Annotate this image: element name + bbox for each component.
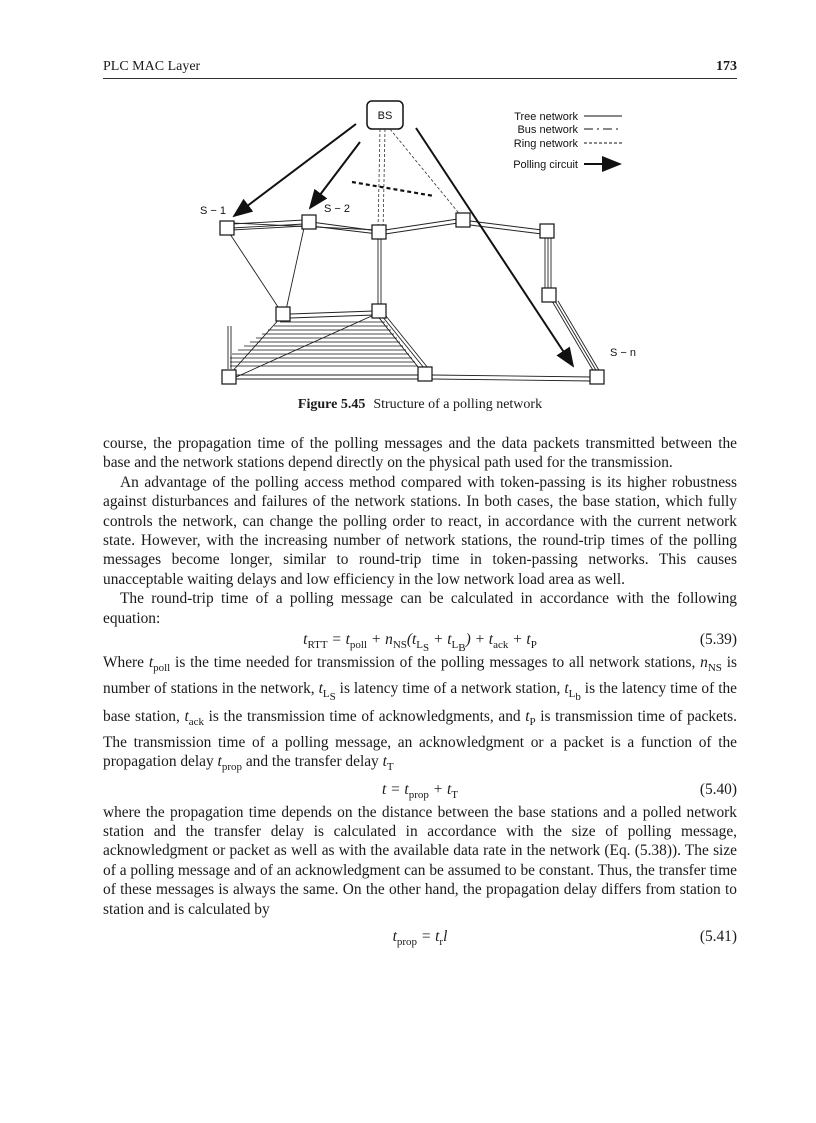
s2-label: S − 2: [324, 203, 350, 215]
station-hub-center: [372, 304, 386, 318]
equation-5-39: [103, 628, 737, 653]
station-hub-left: [276, 307, 290, 321]
legend-bus-label: Bus network: [517, 124, 578, 136]
base-station-node: [367, 101, 403, 129]
legend: [513, 111, 622, 171]
s1-label: S − 1: [200, 205, 226, 217]
station-sn: [590, 370, 604, 384]
network-diagram: [190, 96, 650, 392]
legend-tree-label: Tree network: [514, 111, 578, 123]
polling-network-figure: [190, 96, 650, 392]
station-bottom-left: [222, 370, 236, 384]
station-far-right: [540, 224, 554, 238]
body-text: [103, 434, 737, 950]
equation-5-41-number: (5.41): [699, 928, 737, 946]
legend-polling-label: Polling circuit: [513, 159, 578, 171]
paragraph-5: where the propagation time depends on the distance between the base stations and a polled network station and the transfer delay is calculated in accordance with the size of polling message, acknowledgment or packet as well as with the available data rate in the network (Eq. (5.38)). The size of a polling message and of an acknowledgment can be assumed to be constant. Thus, the transfer time of these messages is always the same. On the other hand, the propagation delay differs from station to station and is calculated by: [103, 803, 737, 918]
figure-caption-text: Structure of a polling network: [373, 397, 543, 412]
station-bottom-middle: [418, 367, 432, 381]
station-s1: [220, 221, 234, 235]
figure-caption: [103, 397, 737, 413]
station-right-lower: [542, 288, 556, 302]
equation-5-41: [103, 925, 737, 950]
paragraph-3: The round-trip time of a polling message can be calculated in accordance with the following equation:: [103, 590, 737, 627]
page-number: 173: [716, 59, 737, 74]
page-header: [103, 58, 737, 79]
equation-5-40-expression: $t = t_{prop} + t_T$: [382, 780, 458, 801]
sn-label: S − n: [610, 347, 636, 359]
station-s2: [302, 215, 316, 229]
ring-network-lines: [378, 129, 462, 232]
station-center: [372, 225, 386, 239]
equation-5-39-number: (5.39): [699, 631, 737, 649]
figure-number: Figure 5.45: [297, 397, 366, 412]
equation-5-40: [103, 778, 737, 803]
paragraph-2: An advantage of the polling access method compared with token-passing is its higher robustness against disturbances and failures of the network stations. In both cases, the base station, which fully controls the network, can change the polling order to react, in accordance with the current network state. However, with the increasing number of network stations, the round-trip times of the polling messages become longer, similar to round-trip time in token-passing networks. This causes unacceptable waiting delays and low efficiency in the low network load area as well.: [103, 473, 737, 588]
running-title: PLC MAC Layer: [103, 59, 201, 74]
equation-5-39-expression: $t_{RTT} = t_{poll} + n_{NS}(t_{L_S} + t_{L_B}) + t_{ack} + t_P$: [303, 631, 537, 655]
equation-5-41-expression: $t_{prop} = t_rl$: [392, 928, 448, 949]
paragraph-1: course, the propagation time of the polling messages and the data packets transmitted between the base and the network stations depend directly on the physical path used for the transmission.: [103, 435, 737, 472]
station-right: [456, 213, 470, 227]
bus-network-fan: [230, 314, 422, 378]
paragraph-4: Where $t_{poll}$ is the time needed for transmission of the polling messages to all network stations, $n_{NS}$ is number of stations in the network, $t_{L_S}$ is latency time of a network station, $t_{L_b}$ is the latency time of the base station, $t_{ack}$ is the transmission time of acknowledgments, and $t_P$ is transmission time of packets. The transmission time of a polling message, an acknowledgment or a packet is a function of the propagation delay $t_{prop}$ and the transfer delay $t_T$: [103, 654, 737, 774]
bs-label: BS: [377, 110, 393, 122]
legend-ring-label: Ring network: [513, 138, 578, 150]
equation-5-40-number: (5.40): [699, 780, 737, 798]
